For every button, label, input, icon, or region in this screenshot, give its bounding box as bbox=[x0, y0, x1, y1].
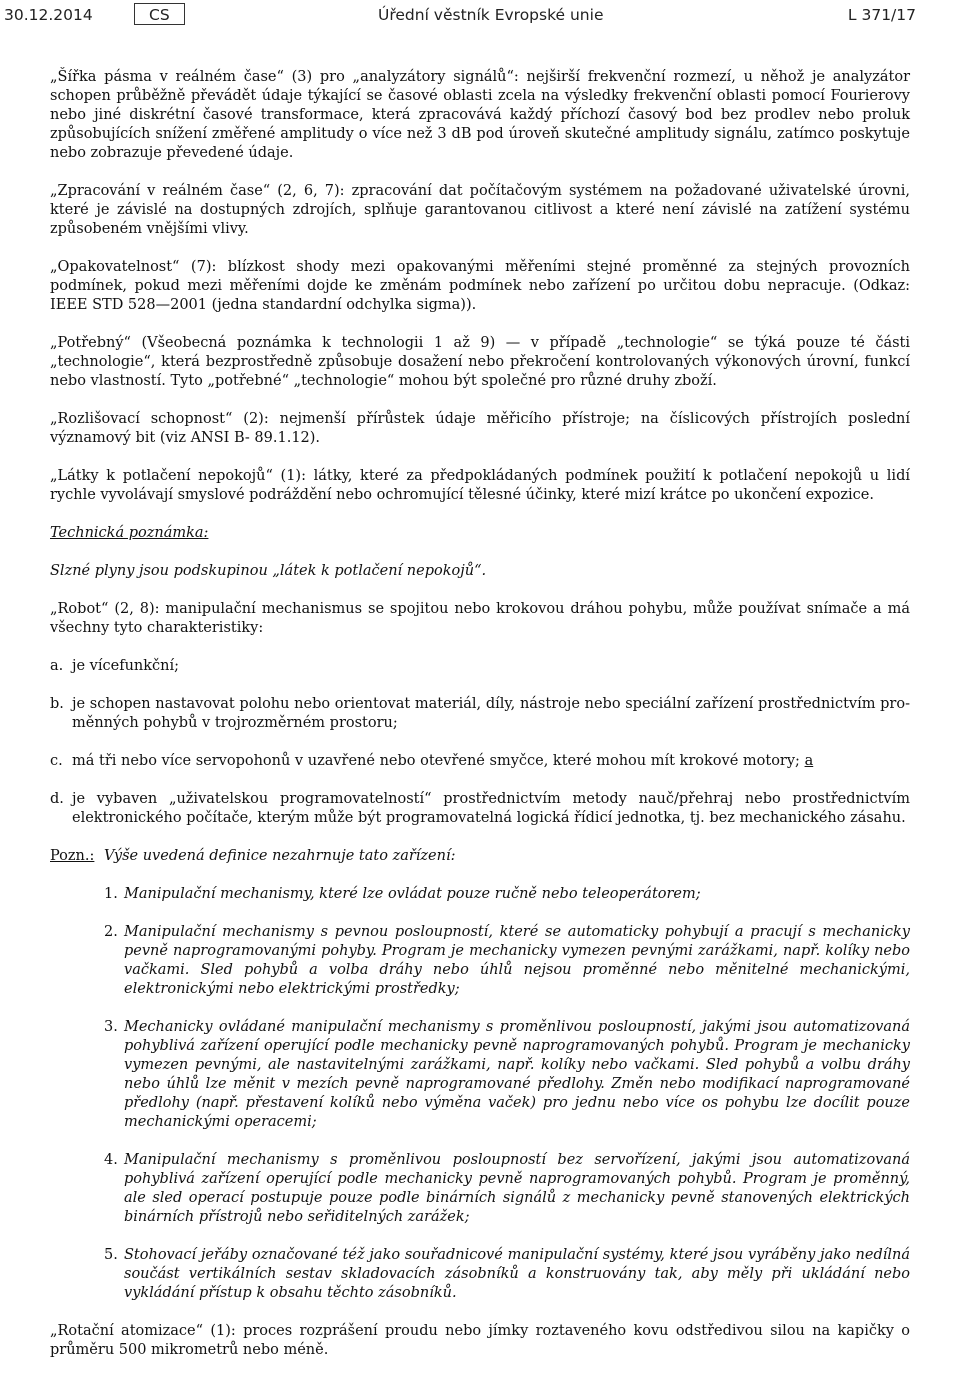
page-header bbox=[0, 6, 916, 28]
item-text-wrap bbox=[72, 752, 910, 771]
item-marker: d. bbox=[50, 791, 64, 807]
definition-rotacni-atomizace: „Rotační atomizace“ (1): proces rozprášení proudu nebo jímky roztaveného kovu odstředivou silou na kapičky o průměru 500 mikrometrů nebo méně. bbox=[50, 1323, 910, 1358]
technical-note-label: Technická poznámka: bbox=[50, 525, 209, 541]
document-body bbox=[50, 68, 910, 1379]
note-item-5 bbox=[104, 1246, 910, 1303]
definition-potrebny: „Potřebný“ (Všeobecná poznámka k technologii 1 až 9) — v případě „technologie“ se týká pouze té části „technologie“, která bezprostředně způsobuje dosažení nebo překročení kontrolovaných výkonových úrovní, funkcí nebo vlastností. Tyto „potřebné“ „technologie“ mohou být společné pro různé druhy zboží. bbox=[50, 335, 910, 389]
definition-robot: „Robot“ (2, 8): manipulační mechanismus se spojitou nebo krokovou dráhou pohybu, může používat snímače a má všechny tyto charakteristiky: bbox=[50, 601, 910, 636]
robot-item-c bbox=[50, 752, 910, 771]
note-label-wrap bbox=[50, 847, 104, 866]
robot-item-d bbox=[50, 790, 910, 828]
language-badge: CS bbox=[134, 3, 185, 25]
item-marker: 1. bbox=[104, 886, 118, 902]
technical-note-text: Slzné plyny jsou podskupinou „látek k potlačení nepokojů“. bbox=[50, 563, 487, 579]
note-item-1 bbox=[104, 885, 910, 904]
note-text: Výše uvedená definice nezahrnuje tato zařízení: bbox=[104, 848, 456, 864]
page-number: L 371/17 bbox=[847, 6, 916, 24]
robot-item-b bbox=[50, 695, 910, 733]
item-text: je vybaven „uživatelskou programovatelností“ prostřednictvím metody nauč/přehraj nebo prostřednictvím elektronického počítače, kterým může být programovatelná logická řídicí jednotka, tj. bez mechanického zásahu. bbox=[72, 791, 910, 826]
note-label: Pozn. bbox=[50, 848, 90, 864]
item-marker: a. bbox=[50, 658, 64, 674]
definition-rozlisovaci: „Rozlišovací schopnost“ (2): nejmenší přírůstek údaje měřicího přístroje; na číslicových přístrojích poslední významový bit (viz ANSI B- 89.1.12). bbox=[50, 411, 910, 446]
note-item-4 bbox=[104, 1151, 910, 1227]
item-marker: c. bbox=[50, 753, 63, 769]
item-marker: 2. bbox=[104, 924, 118, 940]
item-marker: 4. bbox=[104, 1152, 118, 1168]
note-item-3 bbox=[104, 1018, 910, 1132]
item-text: Stohovací jeřáby označované též jako souřadnicové manipulační systémy, které jsou vyráběny jako nedílná součást vertikálních sestav skladovacích zásobníků a konstruovány tak, aby měly při ukládání nebo vykládání přístup k obsahu těchto zásobníků. bbox=[124, 1247, 910, 1301]
definition-zpracovani: „Zpracování v reálném čase“ (2, 6, 7): zpracování dat počítačovým systémem na požadované uživatelské úrovni, které je závislé na dostupných zdrojích, splňuje garantovanou citlivost a které není závislé na zatížení systému způsobeném vnějšími vlivy. bbox=[50, 183, 910, 237]
item-marker: 3. bbox=[104, 1019, 118, 1035]
item-text: má tři nebo více servopohonů v uzavřené nebo otevřené smyčce, které mohou mít krokové motory; bbox=[72, 753, 805, 769]
item-text: Manipulační mechanismy s pevnou posloupností, které se automaticky pohybují a pracují s mechanicky pevně naprogramovanými pohyby. Program je mechanicky vymezen pevnými zarážkami, např. kolíky nebo vačkami. Sled pohybů a volba dráhy nebo úhlů nejsou proměnné nebo měnitelné mechanickými, elektronickými nebo elektrickými prostředky; bbox=[124, 924, 910, 997]
journal-title: Úřední věstník Evropské unie bbox=[378, 6, 604, 24]
note-item-2 bbox=[104, 923, 910, 999]
item-text: je vícefunkční; bbox=[72, 658, 180, 674]
header-date: 30.12.2014 bbox=[4, 6, 93, 24]
item-text: Mechanicky ovládané manipulační mechanismy s proměnlivou posloupností, jakými jsou automatizovaná pohyblivá zařízení operující podle mechanicky pevně naprogramovaných pohybů. Program je mechanicky vymezen pevnými, ale nastavitelnými zarážkami, např. kolíky nebo vačkami. Sled pohybů a volbu dráhy nebo úhlů lze měnit v mezích pevně naprogramované předlohy. Změn nebo modifikací naprogramované předlohy (např. přestavení kolíků nebo výměna vaček) pro jednu nebo více os pohybu lze docílit pouze mechanickými operacemi; bbox=[124, 1019, 910, 1130]
definition-sirka-pasma: „Šířka pásma v reálném čase“ (3) pro „analyzátory signálů“: nejširší frekvenční rozmezí, u něhož je analyzátor schopen průběžně převádět údaje týkající se časové oblasti zcela na výsledky frekvenční oblasti pomocí Fourierovy nebo jiné diskrétní časové transformace, která zpracovává každý příchozí časový bod bez prodlev nebo proluk způsobujících snížení změřené amplitudy o více než 3 dB pod úroveň skutečné amplitudy signálu, zatímco poskytuje nebo zobrazuje převedené údaje. bbox=[50, 69, 910, 161]
note-colon: : bbox=[89, 848, 95, 864]
item-conjunction: a bbox=[804, 753, 814, 769]
item-marker: 5. bbox=[104, 1247, 118, 1263]
item-text: je schopen nastavovat polohu nebo orientovat materiál, díly, nástroje nebo speciální zařízení prostřednictvím proměnných pohybů v trojrozměrném prostoru; bbox=[72, 696, 910, 731]
definition-latky: „Látky k potlačení nepokojů“ (1): látky, které za předpokládaných podmínek použití k potlačení nepokojů u lidí rychle vyvolávají smyslové podráždění nebo ochromující tělesné účinky, které mizí krátce po ukončení expozice. bbox=[50, 468, 910, 503]
item-marker: b. bbox=[50, 696, 64, 712]
note-heading bbox=[50, 847, 910, 866]
item-text: Manipulační mechanismy, které lze ovládat pouze ručně nebo teleoperátorem; bbox=[124, 886, 701, 902]
definition-opakovatelnost: „Opakovatelnost“ (7): blízkost shody mezi opakovanými měřeními stejné proměnné za stejných provozních podmínek, pokud mezi měřeními dojde ke změnám podmínek nebo zařízení po určitou dobu nepracuje. (Odkaz: IEEE STD 528—2001 (jedna standardní odchylka sigma)). bbox=[50, 259, 910, 313]
item-text: Manipulační mechanismy s proměnlivou posloupností bez servořízení, jakými jsou automatizovaná pohyblivá zařízení operující podle mechanicky pevně naprogramovaných pohybů. Program je proměnný, ale sled operací postupuje pouze podle binárních signálů z mechanicky pevně stanovených elektrických binárních přístrojů nebo seřiditelných zarážek; bbox=[124, 1152, 910, 1225]
robot-item-a bbox=[50, 657, 910, 676]
